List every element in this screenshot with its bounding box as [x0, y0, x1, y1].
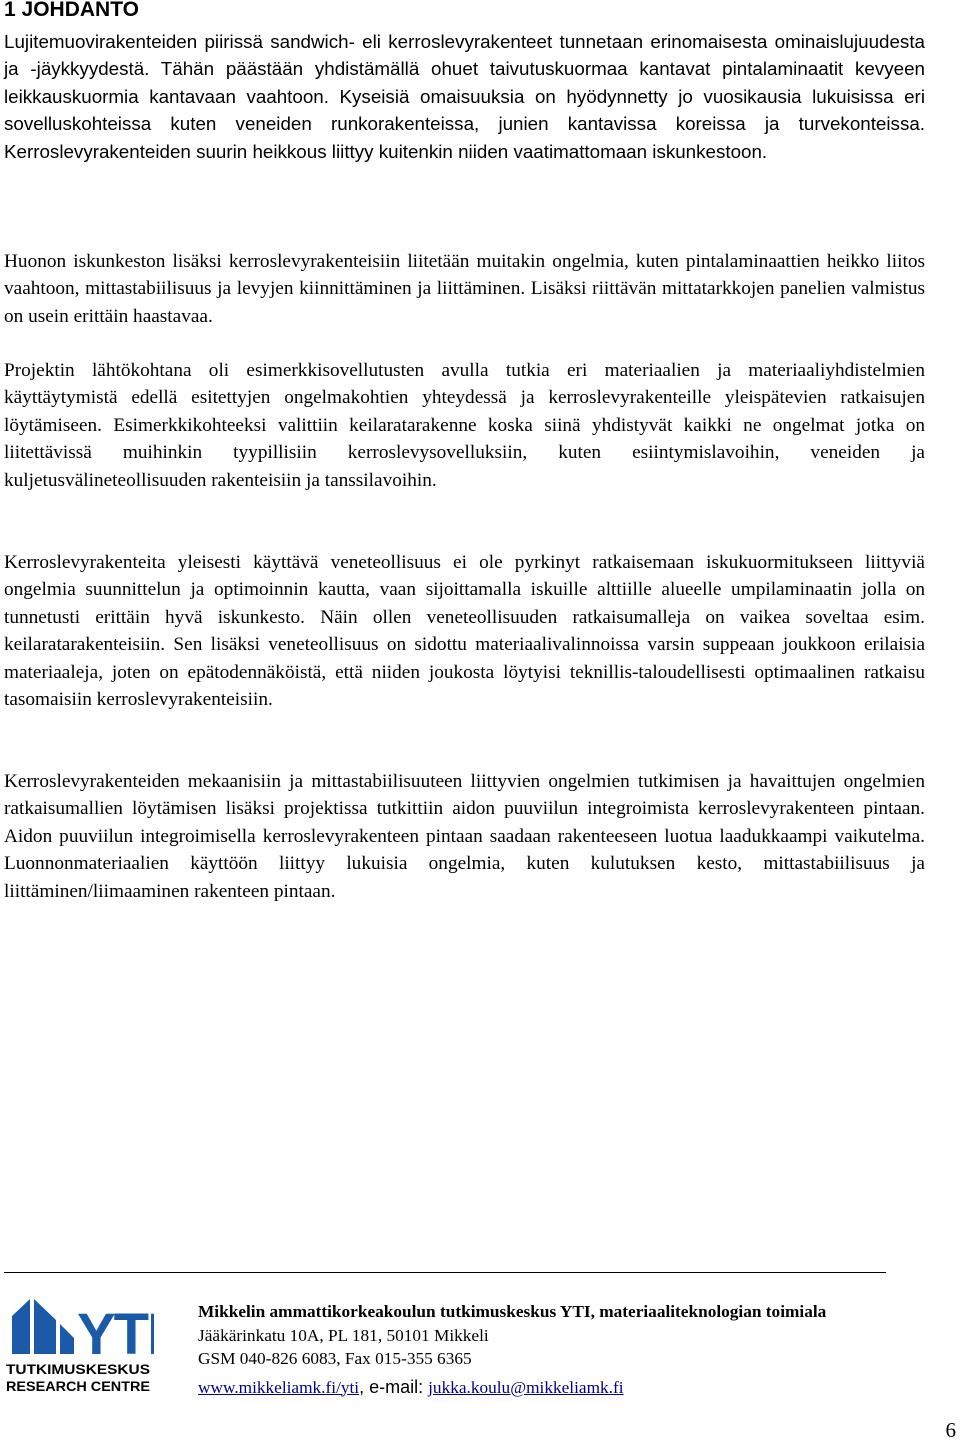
paragraph-1: Lujitemuovirakenteiden piirissä sandwich- eli kerroslevyrakenteet tunnetaan erinomaisesta ominaislujuudesta ja -jäykkyydestä. Tähän päästään yhdistämällä ohuet taivutuskuormaa kantavat pintalaminaatit kevyeen leikkauskuormia kantavaan vaahtoon. Kyseisiä omaisuuksia on hyödynnetty jo vuosikausia lukuisissa eri sovelluskohteissa kuten veneiden runkorakenteissa, junien kantavissa koreissa ja turvekonteissa. Kerroslevyrakenteiden suurin heikkous liittyy kuitenkin niiden vaatimattomaan iskunkestoon.	[4, 31, 925, 162]
footer-email-link[interactable]: jukka.koulu@mikkeliamk.fi	[428, 1377, 624, 1397]
footer-phone: GSM 040-826 6083, Fax 015-355 6365	[198, 1349, 472, 1368]
paragraph-4: Kerroslevyrakenteita yleisesti käyttävä veneteollisuus ei ole pyrkinyt ratkaisemaan iskukuormitukseen liittyviä ongelmia suunnittelun ja optimoinnin kautta, vaan sijoittamalla iskuille alttiille alueelle umpilaminaatin jolla on tunnetusti erittäin hyvä iskunkesto. Näin ollen veneteollisuuden ratkaisumalleja on vaikea soveltaa esim. keilaratarakenteisiin. Sen lisäksi veneteollisuus on sidottu materiaalivalinnoissa varsin suppeaan joukkoon erilaisia materiaaleja, joten on epätodennäköistä, että niiden joukosta löytyisi teknillis-taloudellisesti optimaalinen ratkaisu tasomaisiin kerroslevyrakenteisiin.	[4, 552, 925, 711]
paragraph-3: Projektin lähtökohtana oli esimerkkisovellutusten avulla tutkia eri materiaalien ja materiaaliyhdistelmien käyttäytymistä edellä esitettyjen ongelmakohtien yhteydessä ja kerroslevyrakenteille yleispätevien ratkaisujen löytämiseen. Esimerkkikohteeksi valittiin keilaratarakenne koska siinä yhdistyvät kaikki ne ongelmat jotka on liitettävissä muihinkin tyypillisiin kerroslevysovelluksiin, kuten esiintymislavoihin, veneiden ja kuljetusvälineteollisuuden rakenteisiin ja tanssilavoihin.	[4, 360, 925, 491]
footer-address: Jääkärinkatu 10A, PL 181, 50101 Mikkeli	[198, 1325, 489, 1345]
logo-wordmark: YTI	[77, 1302, 154, 1367]
paragraph-5: Kerroslevyrakenteiden mekaanisiin ja mittastabiilisuuteen liittyvien ongelmien tutkimisen ja havaittujen ongelmien ratkaisumallien löytämisen lisäksi projektissa tutkittiin aidon puuviilun integroimista kerroslevyrakenteen pintaan. Aidon puuviilun integroimisella kerroslevyrakenteen pintaan saadaan rakenteeseen luotua laadukkaampi vaikutelma. Luonnonmateriaalien käyttöön liittyy lukuisia ongelmia, kuten kulutuksen kesto, mittastabiilisuus ja liittäminen/liimaaminen rakenteen pintaan.	[4, 771, 925, 902]
footer-web-row	[198, 1376, 878, 1400]
logo-line-2: RESEARCH CENTRE	[6, 1379, 150, 1394]
yti-logo	[4, 1298, 154, 1396]
yti-logo-graphic	[4, 1298, 154, 1396]
logo-line-1: TUTKIMUSKESKUS	[6, 1362, 150, 1377]
footer-divider	[4, 1272, 886, 1273]
footer-contact	[198, 1300, 878, 1399]
footer-organization: Mikkelin ammattikorkeakoulun tutkimuskeskus YTI, materiaaliteknologian toimiala	[198, 1302, 827, 1321]
paragraph-2: Huonon iskunkeston lisäksi kerroslevyrakenteisiin liitetään muitakin ongelmia, kuten pintalaminaattien heikko liitos vaahtoon, mittastabiilisuus ja levyjen kiinnittäminen ja liittäminen. Lisäksi riittävän mittatarkkojen panelien valmistus on usein erittäin haastavaa.	[4, 251, 925, 327]
footer-email-label: , e-mail:	[359, 1376, 429, 1397]
footer-website-link[interactable]: www.mikkeliamk.fi/yti	[198, 1377, 360, 1397]
section-heading: 1 JOHDANTO	[4, 0, 139, 21]
page-number: 6	[945, 1418, 956, 1442]
logo-emblem-icon	[12, 1299, 74, 1354]
